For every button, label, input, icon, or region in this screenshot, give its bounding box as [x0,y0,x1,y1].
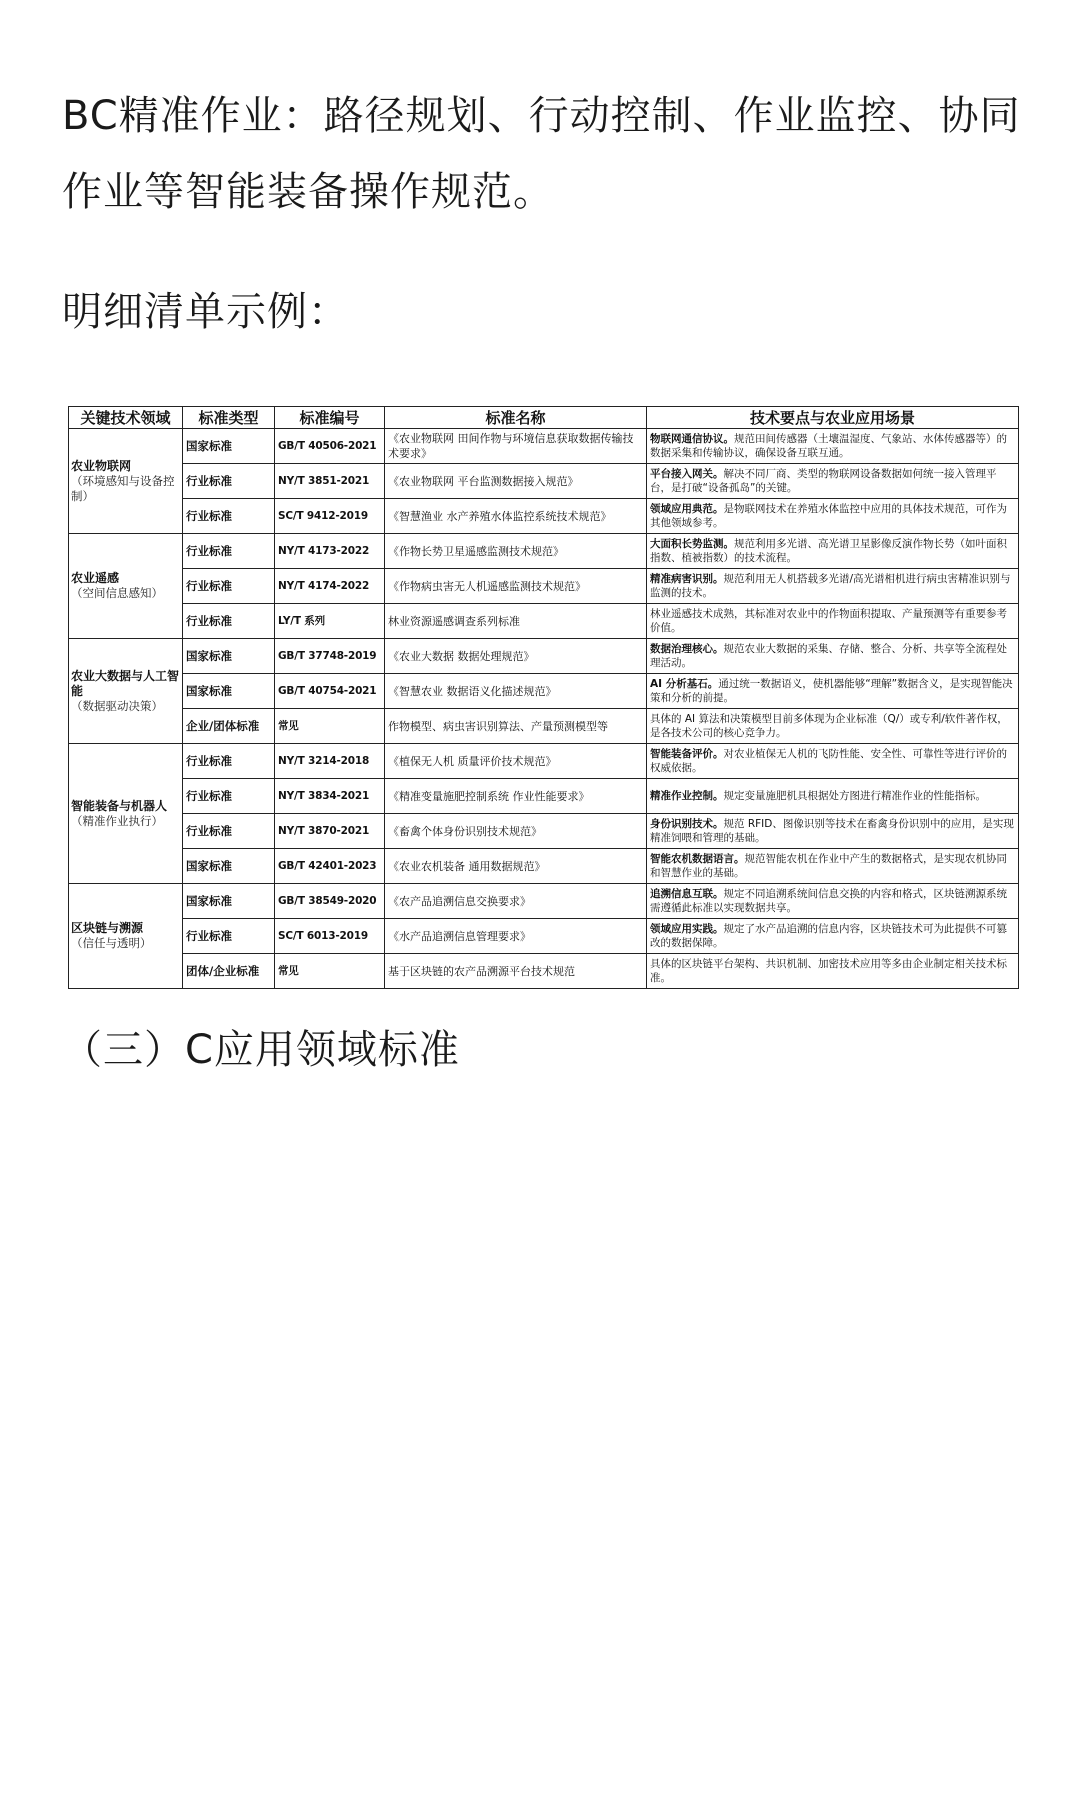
domain-cell [69,534,183,639]
table-row [69,779,1019,814]
standard-code-cell: NY/T 3851-2021 [275,464,385,499]
standard-code-cell: NY/T 3214-2018 [275,744,385,779]
standard-code-cell: SC/T 9412-2019 [275,499,385,534]
domain-cell [69,639,183,744]
tech-point-key: 精准作业控制。 [650,790,724,802]
domain-subtitle: （信任与透明） [71,936,152,950]
table-header-row [69,407,1019,429]
standard-name-cell: 《智慧农业 数据语义化描述规范》 [385,674,647,709]
standard-type-cell: 国家标准 [183,884,275,919]
standard-name-cell: 《植保无人机 质量评价技术规范》 [385,744,647,779]
tech-point-cell [647,779,1019,814]
standards-table-image [68,406,1018,984]
standard-type-cell: 行业标准 [183,919,275,954]
table-row [69,849,1019,884]
standard-type-cell: 团体/企业标准 [183,954,275,989]
standard-name-cell: 《农业大数据 数据处理规范》 [385,639,647,674]
standard-code-cell: GB/T 37748-2019 [275,639,385,674]
tech-point-text: 对农业植保无人机的飞防性能、安全性、可靠性等进行评价的权威依据。 [650,748,1007,774]
table-row [69,674,1019,709]
standard-code-cell: GB/T 40754-2021 [275,674,385,709]
domain-title: 智能装备与机器人 [71,798,168,813]
domain-title: 农业物联网 [71,458,132,473]
table-row [69,534,1019,569]
standard-type-cell: 行业标准 [183,744,275,779]
tech-point-text: 规定了水产品追溯的信息内容，区块链技术可为此提供不可篡改的数据保障。 [650,923,1007,949]
domain-subtitle: （空间信息感知） [71,586,163,600]
table-row [69,919,1019,954]
standard-name-cell: 基于区块链的农产品溯源平台技术规范 [385,954,647,989]
tech-point-key: 大面积长势监测。 [650,538,734,550]
standard-code-cell: NY/T 4174-2022 [275,569,385,604]
standard-code-cell: 常见 [275,709,385,744]
standard-type-cell: 国家标准 [183,674,275,709]
domain-cell [69,884,183,989]
table-row [69,709,1019,744]
standard-name-cell: 《农业物联网 田间作物与环境信息获取数据传输技术要求》 [385,429,647,464]
tech-point-key: 追溯信息互联。 [650,888,724,900]
standard-name-cell: 《农产品追溯信息交换要求》 [385,884,647,919]
table-row [69,429,1019,464]
standard-name-cell: 《农业物联网 平台监测数据接入规范》 [385,464,647,499]
standard-type-cell: 行业标准 [183,499,275,534]
header-points: 技术要点与农业应用场景 [647,407,1019,429]
table-row [69,569,1019,604]
standard-name-cell: 作物模型、病虫害识别算法、产量预测模型等 [385,709,647,744]
tech-point-cell [647,569,1019,604]
tech-point-text: 规范利用无人机搭载多光谱/高光谱相机进行病虫害精准识别与监测的技术。 [650,573,1011,599]
tech-point-cell [647,884,1019,919]
standard-name-cell: 《农业农机装备 通用数据规范》 [385,849,647,884]
domain-subtitle: （数据驱动决策） [71,698,163,713]
tech-point-text: 林业遥感技术成熟，其标准对农业中的作物面积提取、产量预测等有重要参考价值。 [650,608,1007,634]
standard-name-cell: 《作物病虫害无人机遥感监测技术规范》 [385,569,647,604]
tech-point-text: 规定变量施肥机具根据处方图进行精准作业的性能指标。 [723,790,986,802]
tech-point-cell [647,464,1019,499]
tech-point-cell [647,429,1019,464]
standard-type-cell: 行业标准 [183,534,275,569]
standard-type-cell: 企业/团体标准 [183,709,275,744]
paragraph-list-example: 明细清单示例： [62,289,349,335]
tech-point-cell [647,674,1019,709]
tech-point-text: 解决不同厂商、类型的物联网设备数据如何统一接入管理平台，是打破“设备孤岛”的关键。 [650,468,997,494]
standard-name-cell: 林业资源遥感调查系列标准 [385,604,647,639]
section-heading-c: （三）C应用领域标准 [62,1027,460,1073]
standard-name-cell: 《精准变量施肥控制系统 作业性能要求》 [385,779,647,814]
standard-name-cell: 《智慧渔业 水产养殖水体监控系统技术规范》 [385,499,647,534]
tech-point-cell [647,919,1019,954]
table-row [69,604,1019,639]
table-row [69,744,1019,779]
tech-point-text: 规范利用多光谱、高光谱卫星影像反演作物长势（如叶面积指数、植被指数）的技术流程。 [650,538,1007,564]
standard-type-cell: 行业标准 [183,569,275,604]
tech-point-key: 数据治理核心。 [650,643,724,655]
standard-code-cell: LY/T 系列 [275,604,385,639]
tech-point-cell [647,814,1019,849]
table-row [69,814,1019,849]
standard-name-cell: 《作物长势卫星遥感监测技术规范》 [385,534,647,569]
tech-point-key: 物联网通信协议。 [650,433,734,445]
standards-table [68,406,1019,989]
standard-code-cell: 常见 [275,954,385,989]
standard-type-cell: 行业标准 [183,779,275,814]
domain-cell [69,744,183,884]
header-name: 标准名称 [385,407,647,429]
tech-point-text: 规范 RFID、图像识别等技术在畜禽身份识别中的应用，是实现精准饲喂和管理的基础。 [650,818,1014,844]
standard-code-cell: SC/T 6013-2019 [275,919,385,954]
tech-point-cell [647,849,1019,884]
standard-code-cell: NY/T 3834-2021 [275,779,385,814]
tech-point-key: 领域应用典范。 [650,503,724,515]
tech-point-key: AI 分析基石。 [650,678,719,690]
standard-type-cell: 国家标准 [183,639,275,674]
tech-point-key: 身份识别技术。 [650,818,724,830]
domain-subtitle: （环境感知与设备控制） [71,473,175,503]
tech-point-cell [647,954,1019,989]
standard-name-cell: 《畜禽个体身份识别技术规范》 [385,814,647,849]
tech-point-text: 规定不同追溯系统间信息交换的内容和格式，区块链溯源系统需遵循此标准以实现数据共享。 [650,888,1007,914]
header-code: 标准编号 [275,407,385,429]
tech-point-text: 具体的 AI 算法和决策模型目前多体现为企业标准（Q/）或专利/软件著作权，是各技术公司的核心竞争力。 [650,713,1008,739]
tech-point-key: 智能装备评价。 [650,748,724,760]
table-row [69,884,1019,919]
table-row [69,954,1019,989]
table-body [69,429,1019,989]
domain-title: 区块链与溯源 [71,921,144,935]
tech-point-text: 具体的区块链平台架构、共识机制、加密技术应用等多由企业制定相关技术标准。 [650,958,1007,984]
header-type: 标准类型 [183,407,275,429]
tech-point-cell [647,639,1019,674]
standard-type-cell: 行业标准 [183,464,275,499]
domain-cell [69,429,183,534]
standard-type-cell: 行业标准 [183,604,275,639]
tech-point-cell [647,499,1019,534]
tech-point-text: 通过统一数据语义，使机器能够“理解”数据含义，是实现智能决策和分析的前提。 [650,678,1013,704]
table-row [69,464,1019,499]
tech-point-key: 智能农机数据语言。 [650,853,745,865]
tech-point-text: 是物联网技术在养殖水体监控中应用的具体技术规范，可作为其他领域参考。 [650,503,1007,529]
standard-code-cell: NY/T 3870-2021 [275,814,385,849]
domain-subtitle: （精准作业执行） [71,813,163,828]
tech-point-key: 平台接入网关。 [650,468,724,480]
standard-type-cell: 国家标准 [183,849,275,884]
standard-type-cell: 行业标准 [183,814,275,849]
table-row [69,639,1019,674]
header-domain: 关键技术领域 [69,407,183,429]
domain-title: 农业大数据与人工智能 [71,668,180,698]
tech-point-cell [647,744,1019,779]
standard-code-cell: GB/T 42401-2023 [275,849,385,884]
tech-point-cell [647,534,1019,569]
standard-code-cell: GB/T 38549-2020 [275,884,385,919]
tech-point-key: 领域应用实践。 [650,923,724,935]
table-row [69,499,1019,534]
tech-point-cell [647,709,1019,744]
tech-point-key: 精准病害识别。 [650,573,724,585]
tech-point-cell [647,604,1019,639]
standard-type-cell: 国家标准 [183,429,275,464]
standard-name-cell: 《水产品追溯信息管理要求》 [385,919,647,954]
tech-point-text: 规范农业大数据的采集、存储、整合、分析、共享等全流程处理活动。 [650,643,1007,669]
standard-code-cell: NY/T 4173-2022 [275,534,385,569]
paragraph-precision-operation: BC精准作业：路径规划、行动控制、作业监控、协同作业等智能装备操作规范。 [62,93,1021,215]
standard-code-cell: GB/T 40506-2021 [275,429,385,464]
domain-title: 农业遥感 [71,571,120,585]
tech-point-text: 规范田间传感器（土壤温湿度、气象站、水体传感器等）的数据采集和传输协议，确保设备互联互通。 [650,433,1007,459]
tech-point-text: 规范智能农机在作业中产生的数据格式，是实现农机协同和智慧作业的基础。 [650,853,1007,879]
